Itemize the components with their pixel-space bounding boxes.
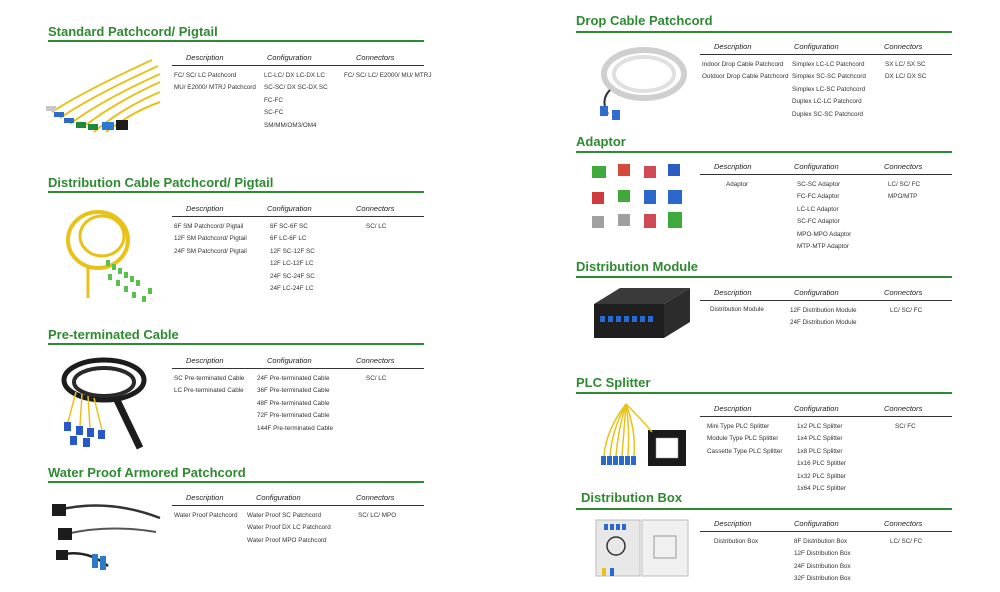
header-description: Description bbox=[186, 53, 224, 62]
list-item: 6F SM Patchcord/ Pigtail bbox=[174, 223, 244, 230]
header-configuration: Configuration bbox=[267, 356, 312, 365]
list-item: 24F Pre-terminated Cable bbox=[257, 375, 330, 382]
description-column bbox=[174, 70, 256, 95]
connectors-column bbox=[885, 59, 926, 84]
header-connectors: Connectors bbox=[884, 404, 923, 413]
header-description: Description bbox=[714, 162, 752, 171]
table-header-rule bbox=[700, 531, 952, 532]
section-title: Distribution Box bbox=[581, 490, 683, 505]
list-item: 12F LC-12F LC bbox=[270, 260, 314, 268]
list-item: Simplex LC-SC Patchcord bbox=[792, 85, 866, 93]
list-item: MU/ E2000/ MTRJ Patchcord bbox=[174, 84, 256, 92]
header-configuration: Configuration bbox=[794, 42, 839, 51]
distribution-module-photo bbox=[590, 284, 692, 344]
list-item: MPO-MPO Adaptor bbox=[797, 230, 852, 238]
table-header-rule bbox=[700, 416, 952, 417]
list-item: 24F Distribution Module bbox=[790, 319, 857, 327]
connectors-column bbox=[366, 221, 386, 233]
header-connectors: Connectors bbox=[356, 53, 395, 62]
description-column bbox=[174, 221, 247, 258]
list-item: Distribution Box bbox=[714, 538, 759, 545]
table-header-rule bbox=[700, 54, 952, 55]
section-divider bbox=[576, 31, 952, 33]
list-item: 36F Pre-terminated Cable bbox=[257, 387, 330, 395]
distribution-cable-photo bbox=[58, 200, 160, 308]
header-configuration: Configuration bbox=[794, 404, 839, 413]
connectors-column bbox=[358, 510, 396, 522]
description-column bbox=[174, 373, 244, 398]
header-description: Description bbox=[714, 519, 752, 528]
table-header-rule bbox=[172, 216, 424, 217]
list-item: MTP-MTP Adaptor bbox=[797, 243, 850, 251]
section-title: Pre-terminated Cable bbox=[48, 327, 179, 342]
list-item: SX LC/ SX SC bbox=[885, 61, 926, 68]
list-item: 24F SM Patchcord/ Pigtail bbox=[174, 247, 247, 255]
waterproof-patchcord-photo bbox=[48, 494, 166, 580]
drop-cable-photo bbox=[590, 40, 692, 122]
list-item: 24F Distribution Box bbox=[794, 562, 851, 570]
list-item: 6F LC-6F LC bbox=[270, 235, 307, 243]
table-header-rule bbox=[172, 368, 424, 369]
list-item: 1x4 PLC Splitter bbox=[797, 435, 843, 443]
list-item: Mini Type PLC Splitter bbox=[707, 423, 770, 430]
configuration-column bbox=[264, 70, 328, 132]
header-description: Description bbox=[186, 204, 224, 213]
list-item: 144F Pre-terminated Cable bbox=[257, 424, 333, 432]
description-column bbox=[174, 510, 237, 522]
list-item: SC-SC/ DX SC-DX SC bbox=[264, 84, 328, 92]
preterminated-cable-photo bbox=[56, 352, 164, 452]
list-item: LC/ SC/ FC bbox=[890, 307, 923, 314]
list-item: 24F SC-24F SC bbox=[270, 272, 315, 280]
header-configuration: Configuration bbox=[256, 493, 301, 502]
configuration-column bbox=[257, 373, 333, 435]
plc-splitter-photo bbox=[596, 400, 692, 472]
list-item: Indoor Drop Cable Patchcord bbox=[702, 61, 784, 68]
list-item: Outdoor Drop Cable Patchcord bbox=[702, 73, 789, 81]
header-configuration: Configuration bbox=[267, 53, 312, 62]
list-item: Water Proof DX LC Patchcord bbox=[247, 524, 331, 532]
list-item: 12F Distribution Module bbox=[790, 307, 857, 314]
list-item: Adaptor bbox=[726, 181, 749, 188]
section-title: Distribution Cable Patchcord/ Pigtail bbox=[48, 175, 274, 190]
header-description: Description bbox=[186, 356, 224, 365]
list-item: Water Proof SC Patchcord bbox=[247, 512, 321, 519]
list-item: 32F Distribution Box bbox=[794, 575, 851, 583]
list-item: 12F Distribution Box bbox=[794, 550, 851, 558]
section-divider bbox=[48, 191, 424, 193]
section-divider bbox=[576, 392, 952, 394]
section-divider bbox=[48, 40, 424, 42]
header-description: Description bbox=[714, 404, 752, 413]
list-item: Distribution Module bbox=[710, 306, 764, 313]
connectors-column bbox=[888, 179, 920, 204]
configuration-column bbox=[247, 510, 331, 547]
list-item: 72F Pre-terminated Cable bbox=[257, 412, 330, 420]
connectors-column bbox=[344, 70, 431, 82]
header-description: Description bbox=[714, 42, 752, 51]
list-item: Water Proof MPO Patchcord bbox=[247, 536, 327, 544]
connectors-column bbox=[895, 421, 916, 433]
list-item: Module Type PLC Splitter bbox=[707, 435, 779, 443]
table-header-rule bbox=[172, 65, 424, 66]
list-item: SC/ LC bbox=[366, 375, 387, 382]
table-header-rule bbox=[700, 300, 952, 301]
header-connectors: Connectors bbox=[884, 162, 923, 171]
list-item: 1x16 PLC Splitter bbox=[797, 460, 847, 468]
configuration-column bbox=[797, 421, 846, 495]
section-title: Water Proof Armored Patchcord bbox=[48, 465, 246, 480]
connectors-column bbox=[890, 305, 922, 317]
table-header-rule bbox=[700, 174, 952, 175]
description-column bbox=[726, 179, 748, 191]
description-column bbox=[714, 536, 758, 548]
section-divider bbox=[576, 151, 952, 153]
section-divider bbox=[48, 481, 424, 483]
header-configuration: Configuration bbox=[794, 162, 839, 171]
section-divider bbox=[576, 508, 952, 510]
section-title: Drop Cable Patchcord bbox=[576, 13, 713, 28]
configuration-column bbox=[794, 536, 851, 586]
list-item: 1x32 PLC Splitter bbox=[797, 472, 847, 480]
configuration-column bbox=[790, 305, 857, 330]
list-item: 1x64 PLC Splitter bbox=[797, 485, 847, 493]
header-connectors: Connectors bbox=[356, 356, 395, 365]
connectors-column bbox=[890, 536, 922, 548]
header-configuration: Configuration bbox=[794, 288, 839, 297]
header-connectors: Connectors bbox=[884, 288, 923, 297]
list-item: MPO/MTP bbox=[888, 193, 918, 201]
adaptor-photo bbox=[588, 160, 692, 240]
list-item: LC Pre-terminated Cable bbox=[174, 387, 244, 395]
list-item: LC-LC Adaptor bbox=[797, 205, 839, 213]
description-column bbox=[710, 304, 764, 316]
list-item: SC Pre-terminated Cable bbox=[174, 375, 245, 382]
list-item: Duplex LC-LC Patchcord bbox=[792, 98, 862, 106]
header-configuration: Configuration bbox=[794, 519, 839, 528]
list-item: 24F LC-24F LC bbox=[270, 285, 314, 293]
configuration-column bbox=[270, 221, 315, 295]
table-header-rule bbox=[172, 505, 424, 506]
list-item: 12F SC-12F SC bbox=[270, 247, 315, 255]
list-item: FC/ SC/ LC/ E2000/ MU/ MTRJ bbox=[344, 72, 432, 79]
section-divider bbox=[576, 276, 952, 278]
list-item: SC/ FC bbox=[895, 423, 916, 430]
header-description: Description bbox=[714, 288, 752, 297]
distribution-box-photo bbox=[592, 516, 692, 580]
list-item: Water Proof Patchcord bbox=[174, 512, 238, 519]
list-item: FC-FC bbox=[264, 96, 283, 104]
list-item: 6F SC-6F SC bbox=[270, 223, 308, 230]
list-item: Simplex LC-LC Patchcord bbox=[792, 61, 865, 68]
list-item: SM/MM/OM3/OM4 bbox=[264, 121, 317, 129]
list-item: Duplex SC-SC Patchcord bbox=[792, 110, 864, 118]
list-item: SC/ LC/ MPO bbox=[358, 512, 397, 519]
header-connectors: Connectors bbox=[884, 42, 923, 51]
section-title: PLC Splitter bbox=[576, 375, 651, 390]
connectors-column bbox=[366, 373, 386, 385]
list-item: FC/ SC/ LC Patchcord bbox=[174, 72, 237, 79]
section-title: Distribution Module bbox=[576, 259, 699, 274]
list-item: 12F SM Patchcord/ Pigtail bbox=[174, 235, 247, 243]
list-item: SC-FC bbox=[264, 109, 284, 117]
list-item: Simplex SC-SC Patchcord bbox=[792, 73, 866, 81]
header-connectors: Connectors bbox=[356, 204, 395, 213]
header-configuration: Configuration bbox=[267, 204, 312, 213]
list-item: 8F Distribution Box bbox=[794, 538, 848, 545]
list-item: LC/ SC/ FC bbox=[888, 181, 921, 188]
list-item: Cassette Type PLC Splitter bbox=[707, 447, 783, 455]
list-item: DX LC/ DX SC bbox=[885, 73, 927, 81]
list-item: LC/ SC/ FC bbox=[890, 538, 923, 545]
section-divider bbox=[48, 343, 424, 345]
section-title: Standard Patchcord/ Pigtail bbox=[48, 24, 218, 39]
configuration-column bbox=[792, 59, 866, 121]
list-item: FC-FC Adaptor bbox=[797, 193, 840, 201]
description-column bbox=[707, 421, 782, 458]
list-item: 48F Pre-terminated Cable bbox=[257, 399, 330, 407]
header-connectors: Connectors bbox=[884, 519, 923, 528]
list-item: SC-FC Adaptor bbox=[797, 218, 840, 226]
list-item: 1x8 PLC Splitter bbox=[797, 447, 843, 455]
list-item: SC-SC Adaptor bbox=[797, 181, 841, 188]
section-title: Adaptor bbox=[576, 134, 626, 149]
configuration-column bbox=[797, 179, 851, 253]
header-description: Description bbox=[186, 493, 224, 502]
description-column bbox=[702, 59, 788, 84]
list-item: SC/ LC bbox=[366, 223, 387, 230]
patchcord-photo bbox=[42, 52, 164, 134]
list-item: 1x2 PLC Splitter bbox=[797, 423, 843, 430]
header-connectors: Connectors bbox=[356, 493, 395, 502]
list-item: LC-LC/ DX LC-DX LC bbox=[264, 72, 325, 79]
